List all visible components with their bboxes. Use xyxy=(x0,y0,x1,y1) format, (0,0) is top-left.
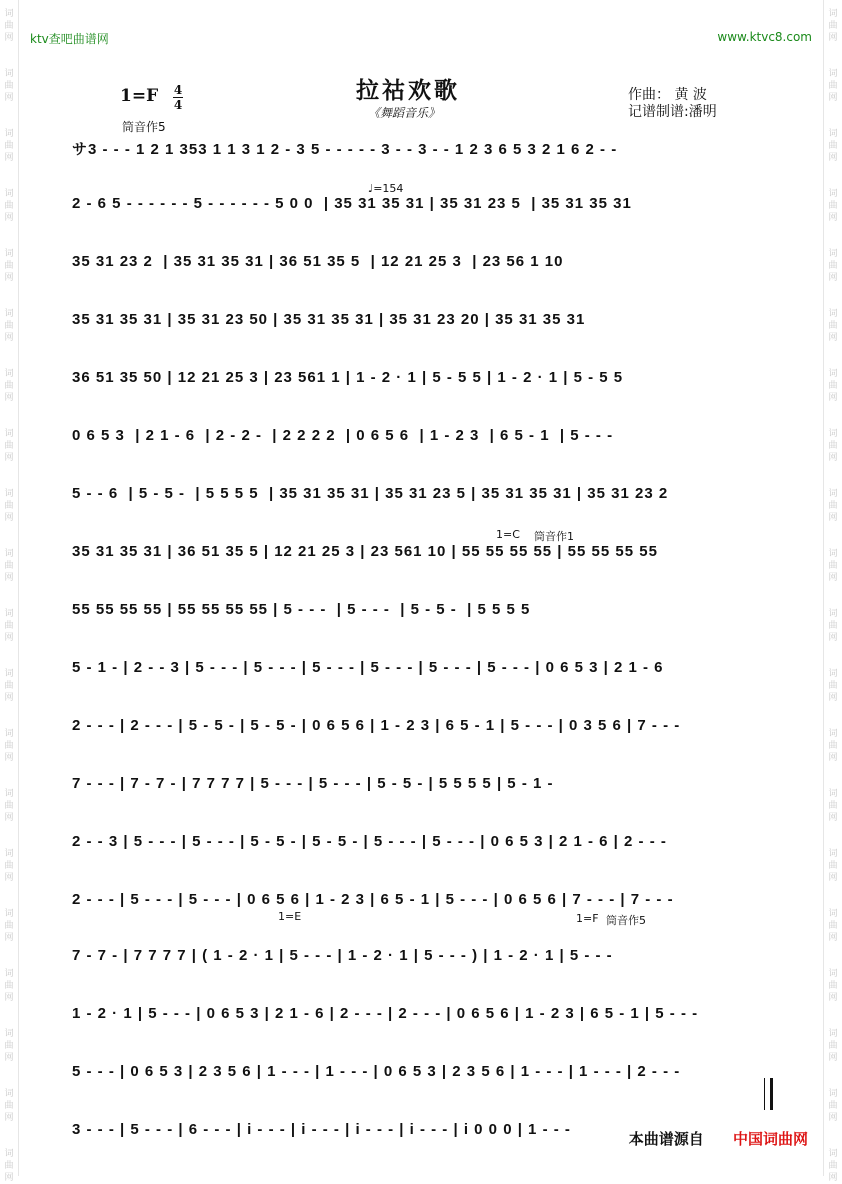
register-f: 筒音作5 xyxy=(606,914,646,927)
watermark-glyph: 曲 xyxy=(4,1101,14,1111)
watermark-glyph: 曲 xyxy=(828,681,838,691)
score-line: 35 31 35 31 | 36 51 35 5 | 12 21 25 3 | 23 561 10 | 55 55 55 55 | 55 55 55 55 xyxy=(72,543,658,560)
song-subtitle: 《舞蹈音乐》 xyxy=(368,106,441,120)
watermark-glyph: 词 xyxy=(828,909,838,919)
notation-line: 记谱制谱:潘明 xyxy=(628,104,717,120)
watermark-glyph: 网 xyxy=(828,93,838,103)
song-title: 拉祜欢歌 xyxy=(356,77,460,104)
watermark-glyph: 词 xyxy=(4,789,14,799)
watermark-glyph: 词 xyxy=(4,429,14,439)
watermark-glyph: 曲 xyxy=(828,201,838,211)
watermark-glyph: 词 xyxy=(4,549,14,559)
key-signature: 1=F xyxy=(120,86,159,106)
meter-numerator: 4 xyxy=(173,83,183,97)
composer-line: 作曲： 黄 波 xyxy=(628,87,707,103)
score-line: サ3 - - - 1 2 1 353 1 1 3 1 2 - 3 5 - - - - - 3 - - 3 - - 1 2 3 6 5 3 2 1 6 2 - - xyxy=(72,141,618,158)
watermark-glyph: 网 xyxy=(828,753,838,763)
watermark-glyph: 曲 xyxy=(4,81,14,91)
watermark-glyph: 曲 xyxy=(4,1161,14,1171)
watermark-glyph: 网 xyxy=(828,933,838,943)
watermark-glyph: 网 xyxy=(828,873,838,883)
watermark-glyph: 曲 xyxy=(828,621,838,631)
score-line: 1 - 2 · 1 | 5 - - - | 0 6 5 3 | 2 1 - 6 | 2 - - - | 2 - - - | 0 6 5 6 | 1 - 2 3 | 6 5 - 1 | 5 - - - xyxy=(72,1005,699,1022)
watermark-glyph: 词 xyxy=(4,249,14,259)
watermark-glyph: 网 xyxy=(4,1173,14,1183)
watermark-glyph: 词 xyxy=(828,69,838,79)
watermark-glyph: 曲 xyxy=(4,261,14,271)
watermark-glyph: 曲 xyxy=(4,561,14,571)
watermark-glyph: 曲 xyxy=(828,741,838,751)
watermark-glyph: 词 xyxy=(828,369,838,379)
footer-site[interactable]: 中国词曲网 xyxy=(732,1130,808,1148)
watermark-glyph: 词 xyxy=(828,429,838,439)
watermark-glyph: 网 xyxy=(828,153,838,163)
watermark-glyph: 词 xyxy=(4,1029,14,1039)
watermark-glyph: 词 xyxy=(828,1029,838,1039)
final-barline xyxy=(764,1078,773,1110)
watermark-glyph: 网 xyxy=(828,1173,838,1183)
watermark-glyph: 曲 xyxy=(4,501,14,511)
watermark-glyph: 网 xyxy=(828,1113,838,1123)
watermark-glyph: 词 xyxy=(4,669,14,679)
header-right-link[interactable]: www.ktvc8.com xyxy=(717,30,812,44)
watermark-glyph: 网 xyxy=(828,393,838,403)
modulation-f: 1=F xyxy=(576,912,599,925)
watermark-glyph: 曲 xyxy=(828,801,838,811)
watermark-glyph: 曲 xyxy=(828,921,838,931)
footer-source: 本曲谱源自 xyxy=(628,1130,704,1148)
watermark-glyph: 网 xyxy=(4,393,14,403)
score-line: 0 6 5 3 | 2 1 - 6 | 2 - 2 - | 2 2 2 2 | 0 6 5 6 | 1 - 2 3 | 6 5 - 1 | 5 - - - xyxy=(72,427,614,444)
watermark-glyph: 曲 xyxy=(828,381,838,391)
watermark-glyph: 曲 xyxy=(828,81,838,91)
watermark-glyph: 曲 xyxy=(828,981,838,991)
watermark-glyph: 曲 xyxy=(4,801,14,811)
score-line: 2 - - - | 2 - - - | 5 - 5 - | 5 - 5 - | 0 6 5 6 | 1 - 2 3 | 6 5 - 1 | 5 - - - | 0 3 5 6 | 7 - - - xyxy=(72,717,681,734)
watermark-glyph: 曲 xyxy=(828,861,838,871)
watermark-glyph: 词 xyxy=(828,1149,838,1159)
watermark-glyph: 曲 xyxy=(4,741,14,751)
watermark-glyph: 网 xyxy=(828,1053,838,1063)
watermark-glyph: 网 xyxy=(828,33,838,43)
score-line: 36 51 35 50 | 12 21 25 3 | 23 561 1 | 1 - 2 · 1 | 5 - 5 5 | 1 - 2 · 1 | 5 - 5 5 xyxy=(72,369,624,386)
watermark-glyph: 词 xyxy=(4,69,14,79)
watermark-glyph: 曲 xyxy=(4,201,14,211)
score-line: 35 31 23 2 | 35 31 35 31 | 36 51 35 5 | 12 21 25 3 | 23 56 1 10 xyxy=(72,253,564,270)
register-c: 筒音作1 xyxy=(534,530,574,543)
watermark-glyph: 网 xyxy=(4,213,14,223)
score-line: 7 - 7 - | 7 7 7 7 | ( 1 - 2 · 1 | 5 - - - | 1 - 2 · 1 | 5 - - - ) | 1 - 2 · 1 | 5 - - - xyxy=(72,947,613,964)
watermark-glyph: 曲 xyxy=(4,381,14,391)
time-signature xyxy=(173,84,183,111)
watermark-glyph: 曲 xyxy=(828,1041,838,1051)
watermark-glyph: 网 xyxy=(4,873,14,883)
watermark-glyph: 曲 xyxy=(4,321,14,331)
watermark-glyph: 网 xyxy=(4,513,14,523)
watermark-glyph: 网 xyxy=(828,573,838,583)
modulation-e: 1=E xyxy=(278,910,302,923)
watermark-glyph: 曲 xyxy=(4,21,14,31)
header-left-link[interactable]: ktv查吧曲谱网 xyxy=(30,32,109,46)
watermark-glyph: 网 xyxy=(4,33,14,43)
watermark-glyph: 曲 xyxy=(4,441,14,451)
score-line: 2 - - - | 5 - - - | 5 - - - | 0 6 5 6 | 1 - 2 3 | 6 5 - 1 | 5 - - - | 0 6 5 6 | 7 - - - | 7 - - - xyxy=(72,891,674,908)
watermark-glyph: 网 xyxy=(4,933,14,943)
watermark-glyph: 曲 xyxy=(828,1161,838,1171)
watermark-glyph: 词 xyxy=(828,489,838,499)
score-line: 5 - - 6 | 5 - 5 - | 5 5 5 5 | 35 31 35 31 | 35 31 23 5 | 35 31 35 31 | 35 31 23 2 xyxy=(72,485,669,502)
watermark-glyph: 词 xyxy=(4,129,14,139)
watermark-glyph: 网 xyxy=(4,333,14,343)
watermark-glyph: 词 xyxy=(828,309,838,319)
watermark-glyph: 曲 xyxy=(828,321,838,331)
watermark-glyph: 曲 xyxy=(828,1101,838,1111)
watermark-glyph: 词 xyxy=(4,369,14,379)
watermark-glyph: 网 xyxy=(828,333,838,343)
watermark-glyph: 词 xyxy=(4,1149,14,1159)
watermark-glyph: 曲 xyxy=(828,441,838,451)
watermark-glyph: 词 xyxy=(828,129,838,139)
watermark-glyph: 词 xyxy=(828,549,838,559)
watermark-glyph: 网 xyxy=(828,993,838,1003)
watermark-glyph: 网 xyxy=(4,153,14,163)
score-line: 3 - - - | 5 - - - | 6 - - - | i - - - | i - - - | i - - - | i - - - | i 0 0 0 | 1 - - - xyxy=(72,1121,571,1138)
watermark-glyph: 词 xyxy=(4,309,14,319)
watermark-glyph: 词 xyxy=(828,609,838,619)
watermark-glyph: 词 xyxy=(828,9,838,19)
watermark-glyph: 词 xyxy=(4,1089,14,1099)
watermark-glyph: 词 xyxy=(828,789,838,799)
watermark-glyph: 词 xyxy=(4,969,14,979)
watermark-glyph: 曲 xyxy=(828,561,838,571)
score-line: 2 - 6 5 - - - - - - 5 - - - - - - 5 0 0 | 35 31 35 31 | 35 31 23 5 | 35 31 35 31 xyxy=(72,195,632,212)
watermark-glyph: 网 xyxy=(828,273,838,283)
watermark-glyph: 词 xyxy=(4,489,14,499)
watermark-glyph: 网 xyxy=(828,213,838,223)
watermark-glyph: 网 xyxy=(828,813,838,823)
watermark-glyph: 网 xyxy=(4,273,14,283)
watermark-glyph: 网 xyxy=(4,93,14,103)
score-line: 5 - - - | 0 6 5 3 | 2 3 5 6 | 1 - - - | 1 - - - | 0 6 5 3 | 2 3 5 6 | 1 - - - | 1 - - - | 2 - - - xyxy=(72,1063,681,1080)
watermark-glyph: 网 xyxy=(4,993,14,1003)
watermark-glyph: 曲 xyxy=(4,681,14,691)
watermark-glyph: 网 xyxy=(4,633,14,643)
watermark-glyph: 词 xyxy=(4,909,14,919)
watermark-glyph: 网 xyxy=(4,813,14,823)
score-line: 2 - - 3 | 5 - - - | 5 - - - | 5 - 5 - | 5 - 5 - | 5 - - - | 5 - - - | 0 6 5 3 | 2 1 - 6 | 2 - - - xyxy=(72,833,667,850)
watermark-glyph: 曲 xyxy=(828,21,838,31)
watermark-glyph: 词 xyxy=(828,849,838,859)
watermark-glyph: 词 xyxy=(828,969,838,979)
watermark-glyph: 词 xyxy=(4,729,14,739)
watermark-glyph: 曲 xyxy=(4,921,14,931)
meter-denominator: 4 xyxy=(173,98,183,112)
watermark-glyph: 曲 xyxy=(4,621,14,631)
credits xyxy=(628,87,717,121)
watermark-glyph: 词 xyxy=(4,9,14,19)
watermark-glyph: 网 xyxy=(828,693,838,703)
watermark-glyph: 网 xyxy=(4,1053,14,1063)
left-watermark-strip xyxy=(0,0,19,1183)
watermark-glyph: 网 xyxy=(828,633,838,643)
watermark-glyph: 网 xyxy=(4,573,14,583)
watermark-glyph: 曲 xyxy=(4,981,14,991)
watermark-glyph: 曲 xyxy=(828,501,838,511)
watermark-glyph: 网 xyxy=(828,453,838,463)
score-line: 55 55 55 55 | 55 55 55 55 | 5 - - - | 5 - - - | 5 - 5 - | 5 5 5 5 xyxy=(72,601,531,618)
watermark-glyph: 曲 xyxy=(4,861,14,871)
watermark-glyph: 曲 xyxy=(4,1041,14,1051)
watermark-glyph: 词 xyxy=(828,249,838,259)
right-watermark-strip xyxy=(823,0,842,1183)
score-line: 7 - - - | 7 - 7 - | 7 7 7 7 | 5 - - - | 5 - - - | 5 - 5 - | 5 5 5 5 | 5 - 1 - xyxy=(72,775,554,792)
score-line: 5 - 1 - | 2 - - 3 | 5 - - - | 5 - - - | 5 - - - | 5 - - - | 5 - - - | 5 - - - | 0 6 5 3 | 2 1 - 6 xyxy=(72,659,664,676)
watermark-glyph: 曲 xyxy=(828,261,838,271)
watermark-glyph: 词 xyxy=(4,189,14,199)
watermark-glyph: 网 xyxy=(828,513,838,523)
register-label: 筒音作5 xyxy=(122,120,166,134)
watermark-glyph: 词 xyxy=(828,189,838,199)
watermark-glyph: 网 xyxy=(4,753,14,763)
score-line: 35 31 35 31 | 35 31 23 50 | 35 31 35 31 | 35 31 23 20 | 35 31 35 31 xyxy=(72,311,586,328)
watermark-glyph: 词 xyxy=(4,849,14,859)
watermark-glyph: 网 xyxy=(4,1113,14,1123)
modulation-c: 1=C xyxy=(496,528,520,541)
watermark-glyph: 曲 xyxy=(828,141,838,151)
tempo-marking: ♩=154 xyxy=(368,182,404,195)
watermark-glyph: 词 xyxy=(828,1089,838,1099)
watermark-glyph: 词 xyxy=(828,669,838,679)
watermark-glyph: 词 xyxy=(4,609,14,619)
footer-credit xyxy=(629,1128,808,1149)
watermark-glyph: 网 xyxy=(4,693,14,703)
watermark-glyph: 曲 xyxy=(4,141,14,151)
watermark-glyph: 网 xyxy=(4,453,14,463)
watermark-glyph: 词 xyxy=(828,729,838,739)
